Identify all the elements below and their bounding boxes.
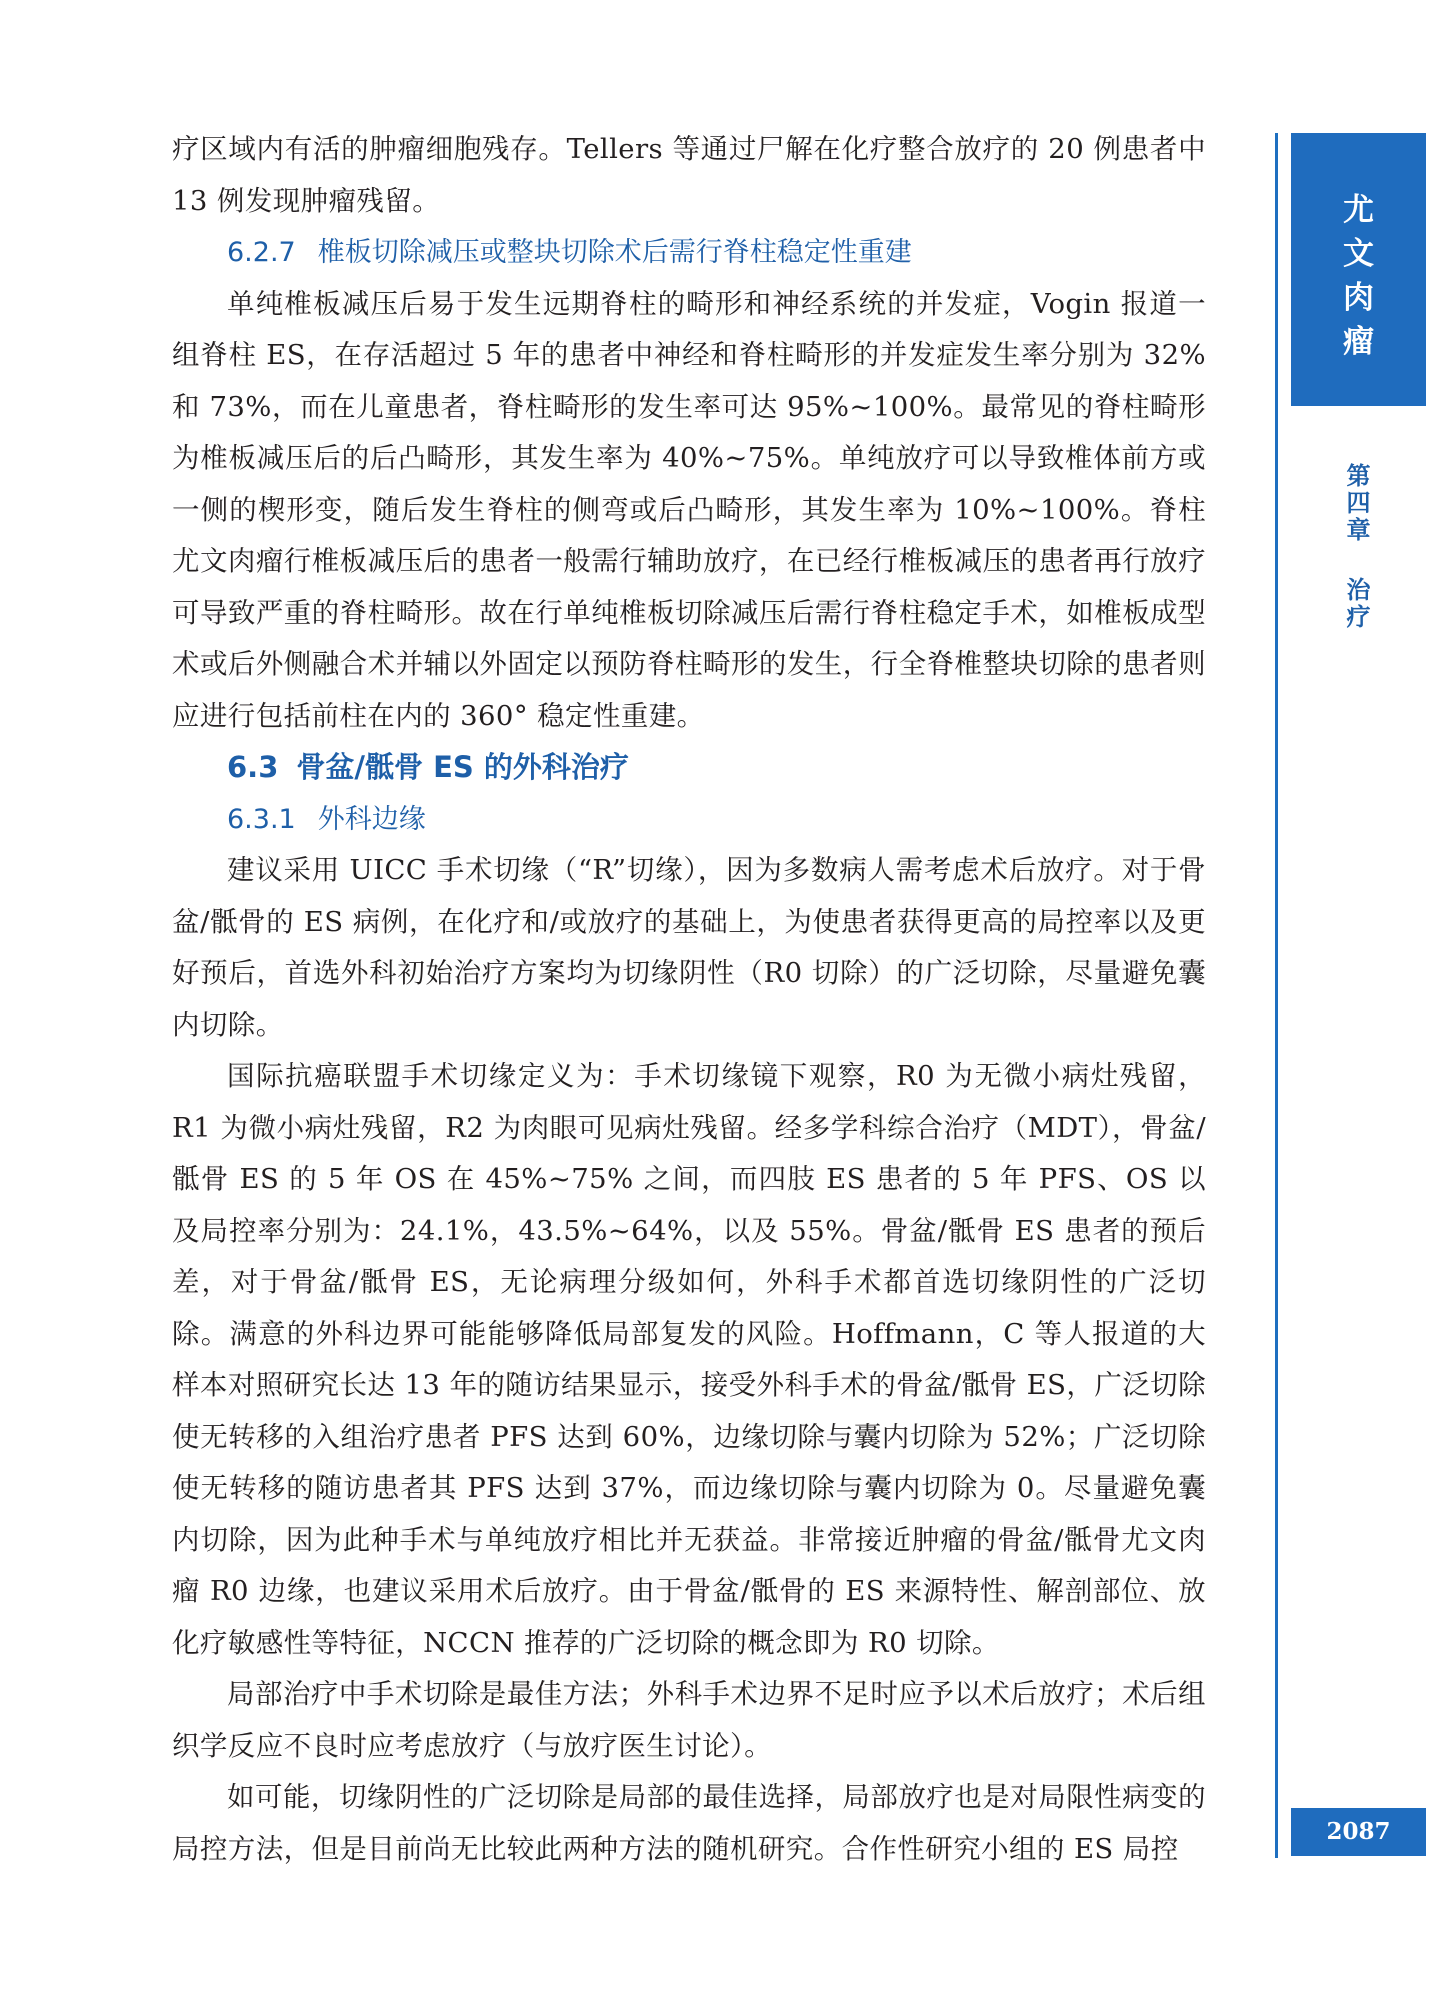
- paragraph-spine-deformity: 单纯椎板减压后易于发生远期脊柱的畸形和神经系统的并发症，Vogin 报道一组脊柱 ES，在存活超过 5 年的患者中神经和脊柱畸形的并发症发生率分别为 32% 和 73%，而在儿童患者，脊柱畸形的发生率可达 95%~100%。最常见的脊柱畸形为椎板减压后的后凸畸形，其发生率为 40%~75%。单纯放疗可以导致椎体前方或一侧的楔形变，随后发生脊柱的侧弯或后凸畸形，其发生率为 10%~100%。脊柱尤文肉瘤行椎板减压后的患者一般需行辅助放疗，在已经行椎板减压的患者再行放疗可导致严重的脊柱畸形。故在行单纯椎板切除减压后需行脊柱稳定手术，如椎板成型术或后外侧融合术并辅以外固定以预防脊柱畸形的发生，行全脊椎整块切除的患者则应进行包括前柱在内的 360° 稳定性重建。: [172, 287, 1206, 732]
- book-title-char: 瘤: [1343, 324, 1374, 360]
- chapter-label: [1291, 462, 1426, 630]
- page-number: 2087: [1291, 1808, 1426, 1856]
- section-char: 治: [1346, 575, 1371, 604]
- heading-number: 6.3.1: [227, 803, 296, 835]
- chapter-char: 章: [1346, 515, 1371, 544]
- paragraph-local-treatment: 局部治疗中手术切除是最佳方法；外科手术边界不足时应予以术后放疗；术后组织学反应不良时应考虑放疗（与放疗医生讨论）。: [172, 1678, 1206, 1762]
- paragraph-margin-definition: 国际抗癌联盟手术切缘定义为：手术切缘镜下观察，R0 为无微小病灶残留，R1 为微小病灶残留，R2 为肉眼可见病灶残留。经多学科综合治疗（MDT），骨盆/骶骨 ES 的 5 年 OS 在 45%~75% 之间，而四肢 ES 患者的 5 年 PFS、OS 以及局控率分别为：24.1%，43.5%~64%，以及 55%。骨盆/骶骨 ES 患者的预后差，对于骨盆/骶骨 ES，无论病理分级如何，外科手术都首选切缘阴性的广泛切除。满意的外科边界可能能够降低局部复发的风险。Hoffmann，C 等人报道的大样本对照研究长达 13 年的随访结果显示，接受外科手术的骨盆/骶骨 ES，广泛切除使无转移的入组治疗患者 PFS 达到 60%，边缘切除与囊内切除为 52%；广泛切除使无转移的随访患者其 PFS 达到 37%，而边缘切除与囊内切除为 0。尽量避免囊内切除，因为此种手术与单纯放疗相比并无获益。非常接近肿瘤的骨盆/骶骨尤文肉瘤 R0 边缘，也建议采用术后放疗。由于骨盆/骶骨的 ES 来源特性、解剖部位、放化疗敏感性等特征，NCCN 推荐的广泛切除的概念即为 R0 切除。: [172, 1060, 1206, 1659]
- heading-text: 椎板切除减压或整块切除术后需行脊柱稳定性重建: [317, 237, 912, 268]
- book-title-char: 肉: [1343, 280, 1374, 316]
- heading-6-3-1: [172, 794, 1206, 846]
- heading-6-3: [172, 742, 1206, 794]
- heading-6-2-7: [172, 227, 1206, 279]
- book-title-tab: [1291, 133, 1426, 406]
- section-char: 疗: [1346, 602, 1371, 631]
- book-title-char: 尤: [1343, 192, 1374, 228]
- heading-number: 6.3: [227, 750, 279, 784]
- paragraph-uicc-margin: 建议采用 UICC 手术切缘（“R”切缘），因为多数病人需考虑术后放疗。对于骨盆/骶骨的 ES 病例，在化疗和/或放疗的基础上，为使患者获得更高的局控率以及更好预后，首选外科初始治疗方案均为切缘阴性（R0 切除）的广泛切除，尽量避免囊内切除。: [172, 854, 1206, 1041]
- heading-text: 骨盆/骶骨 ES 的外科治疗: [296, 750, 629, 784]
- side-divider-line: [1275, 133, 1278, 1858]
- heading-number: 6.2.7: [227, 237, 296, 268]
- chapter-char: 第: [1346, 461, 1371, 490]
- heading-text: 外科边缘: [317, 803, 426, 835]
- paragraph-continued: 疗区域内有活的肿瘤细胞残存。Tellers 等通过尸解在化疗整合放疗的 20 例患者中 13 例发现肿瘤残留。: [172, 133, 1206, 217]
- book-title-char: 文: [1343, 236, 1374, 272]
- paragraph-wide-resection: 如可能，切缘阴性的广泛切除是局部的最佳选择，局部放疗也是对局限性病变的局控方法，但是目前尚无比较此两种方法的随机研究。合作性研究小组的 ES 局控: [172, 1781, 1206, 1865]
- main-content: [172, 124, 1206, 1875]
- chapter-char: 四: [1346, 488, 1371, 517]
